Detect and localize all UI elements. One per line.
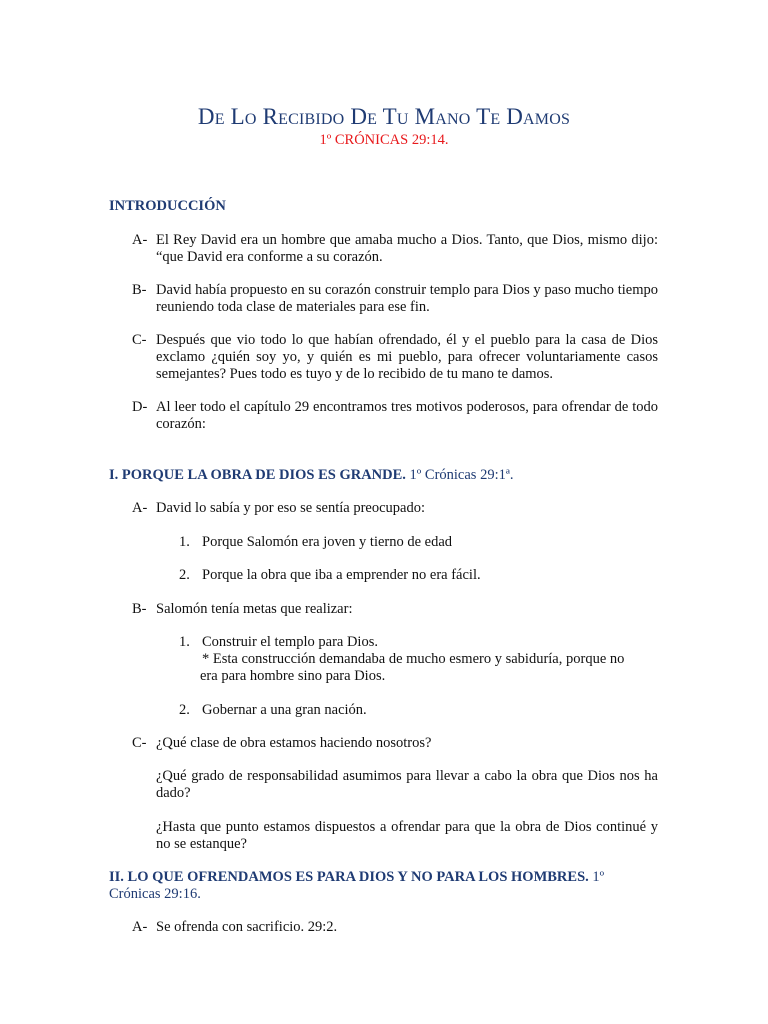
- section-1-a-point-1: [179, 534, 659, 551]
- section-1-c-paragraph-2: ¿Hasta que punto estamos dispuestos a ofrendar para que la obra de Dios continué y no se estanque?: [156, 819, 658, 852]
- item-marker: D-: [132, 399, 148, 415]
- point-text: Construir el templo para Dios.: [202, 634, 378, 650]
- item-marker: A-: [132, 500, 148, 516]
- section-1-item-c: [132, 735, 658, 752]
- page-title: De Lo Recibido De Tu Mano Te Damos: [197, 104, 571, 129]
- section-1-heading: [109, 467, 513, 484]
- intro-item-b: [132, 282, 658, 316]
- point-text: Porque la obra que iba a emprender no era fácil.: [202, 567, 481, 583]
- item-text: Después que vio todo lo que habían ofrendado, él y el pueblo para la casa de Dios exclamo ¿quién soy yo, y quién es mi pueblo, para ofrecer voluntariamente casos semejantes? Pues todo es tuyo y de lo recibido de tu mano te damos.: [156, 332, 658, 382]
- point-number: 2.: [179, 567, 190, 583]
- section-2-title: II. LO QUE OFRENDAMOS ES PARA DIOS Y NO PARA LOS HOMBRES.: [109, 869, 589, 885]
- intro-item-d: [132, 399, 658, 433]
- section-2-reference-start: 1º: [592, 869, 605, 885]
- point-text: Gobernar a una gran nación.: [202, 702, 367, 718]
- section-1-item-b: [132, 601, 658, 618]
- scripture-reference: 1º CRÓNICAS 29:14.: [319, 132, 449, 148]
- section-1-c-paragraph-1: ¿Qué grado de responsabilidad asumimos para llevar a cabo la obra que Dios nos ha dado?: [156, 768, 658, 801]
- point-number: 2.: [179, 702, 190, 718]
- item-text: David lo sabía y por eso se sentía preocupado:: [156, 500, 425, 516]
- intro-heading: INTRODUCCIÓN: [109, 198, 226, 214]
- section-1-reference: 1º Crónicas 29:1ª.: [409, 467, 514, 483]
- section-1-title: I. PORQUE LA OBRA DE DIOS ES GRANDE.: [109, 467, 406, 483]
- section-1-b-point-2: [179, 702, 659, 719]
- section-2-item-a: [132, 919, 658, 936]
- item-marker: C-: [132, 332, 147, 348]
- point-note: * Esta construcción demandaba de mucho esmero y sabiduría, porque no: [202, 651, 625, 667]
- point-note-continuation: era para hombre sino para Dios.: [200, 668, 386, 684]
- point-number: 1.: [179, 634, 190, 650]
- section-1-item-a: [132, 500, 658, 517]
- item-text: El Rey David era un hombre que amaba mucho a Dios. Tanto, que Dios, mismo dijo: “que David era conforme a su corazón.: [156, 232, 658, 265]
- item-text: David había propuesto en su corazón construir templo para Dios y paso mucho tiempo reuniendo toda clase de materiales para ese fin.: [156, 282, 658, 315]
- section-2-heading: [109, 869, 669, 903]
- point-number: 1.: [179, 534, 190, 550]
- item-text: ¿Qué clase de obra estamos haciendo nosotros?: [156, 735, 432, 751]
- section-2-reference-end: Crónicas 29:16.: [109, 886, 201, 902]
- item-text: Al leer todo el capítulo 29 encontramos tres motivos poderosos, para ofrendar de todo corazón:: [156, 399, 658, 432]
- item-text: Salomón tenía metas que realizar:: [156, 601, 353, 617]
- item-marker: B-: [132, 282, 147, 298]
- intro-item-c: [132, 332, 658, 383]
- item-marker: A-: [132, 919, 148, 935]
- item-marker: C-: [132, 735, 147, 751]
- point-text: Porque Salomón era joven y tierno de edad: [202, 534, 453, 550]
- section-1-b-point-1: [179, 634, 659, 685]
- section-1-a-point-2: [179, 567, 659, 584]
- item-marker: B-: [132, 601, 147, 617]
- item-marker: A-: [132, 232, 148, 248]
- item-text: Se ofrenda con sacrificio. 29:2.: [156, 919, 338, 935]
- intro-item-a: [132, 232, 658, 266]
